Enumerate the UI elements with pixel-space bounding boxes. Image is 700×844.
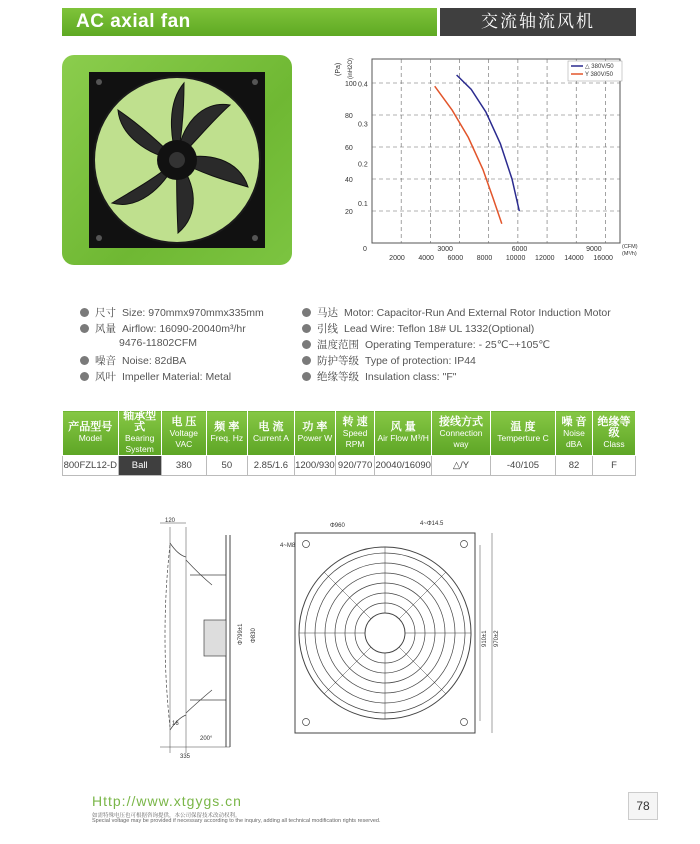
legend-entry: Y 380V/50 [585,72,613,78]
x-tick-m3h: 14000 [564,255,584,262]
col-connection: 接线方式 Connection way [431,411,490,456]
product-photo [62,55,292,265]
spec-airflow-cfm: 9476-11802CFM [119,337,198,349]
spec-motor: 马达 Motor: Capacitor-Run And External Rotor Induction Motor [302,305,611,320]
cell-temperature: -40/105 [491,456,556,476]
footer-note-en: Special voltage may be provided if necessary according to the inquiry, adding all technical modification rights reserved. [92,818,381,824]
dim-d799: Φ799±1 [238,623,244,645]
col-noise: 噪 音 Noise dBA [555,411,592,456]
bullet-icon [302,340,311,349]
dim-120: 120 [165,518,176,524]
cell-current: 2.85/1.6 [247,456,294,476]
x-tick-m3h: 12000 [535,255,555,262]
y-tick-inh2o: 0.2 [358,161,368,169]
bullet-icon [80,356,89,365]
cell-frequency: 50 [206,456,247,476]
spec-lead-wire: 引线 Lead Wire: Teflon 18# UL 1332(Optional) [302,321,534,336]
bullet-icon [302,372,311,381]
col-speed: 转 速 Speed RPM [335,411,375,456]
bullet-icon [302,324,311,333]
x-tick-m3h: 8000 [476,255,493,262]
x-tick-m3h: 10000 [505,255,526,262]
col-model: 产品型号 Model [63,411,119,456]
cell-bearing: Ball [118,456,161,476]
website-link[interactable]: Http://www.xtgygs.cn [92,793,242,809]
y-tick-pa: 100 [345,81,357,88]
dim-4d145: 4~Φ14.5 [420,521,444,527]
dim-16: 16 [172,721,179,727]
x-tick-cfm: 0 [363,246,367,253]
dim-d830: Φ830 [251,628,257,643]
x-tick-m3h: 2000 [389,255,405,262]
bullet-icon [302,308,311,317]
spec-impeller: 风叶 Impeller Material: Metal [80,369,231,384]
spec-noise: 噪音 Noise: 82dBA [80,353,186,368]
dim-335: 335 [180,754,191,760]
x-tick-m3h: 6000 [447,255,464,262]
plot-area [372,59,620,243]
table-row [63,456,636,476]
y-tick-pa: 40 [345,177,353,184]
cell-airflow: 20040/16090 [375,456,431,476]
col-voltage: 电 压 Voltage VAC [161,411,206,456]
dimension-drawing-svg [130,515,550,760]
col-airflow: 风 量 Air Flow M³/H [375,411,431,456]
y-tick-inh2o: 0.4 [358,81,368,89]
y-tick-pa: 80 [345,113,353,120]
side-view [160,523,230,753]
footer-note-cn: 如需特殊电压也可根据咨询提供，本公司保留技术改动权利。 [92,813,241,819]
x-tick-cfm: 3000 [437,246,453,253]
y-tick-pa: 60 [345,145,353,152]
spec-protection: 防护等级 Type of protection: IP44 [302,353,476,368]
bullet-icon [80,372,89,381]
spec-insulation: 绝缘等级 Insulation class: "F" [302,369,457,384]
spec-size: 尺寸 Size: 970mmx970mmx335mm [80,305,264,320]
dim-910: 910±1 [482,630,488,647]
spec-table [62,410,636,476]
dim-970: 970±2 [494,630,500,647]
col-bearing: 轴承型式 Bearing System [118,411,161,456]
bullet-icon [80,324,89,333]
performance-chart [325,53,640,275]
performance-chart-svg [325,53,640,275]
cell-noise: 82 [555,456,592,476]
cell-power: 1200/930 [295,456,336,476]
x-tick-cfm: 9000 [586,246,602,253]
dim-4m8: 4~M8 [280,543,296,549]
legend-entry: △ 380V/50 [585,64,614,70]
cell-connection: △/Y [431,456,490,476]
x-tick-cfm: 6000 [511,246,528,253]
spec-temperature: 温度范围 Operating Temperature: - 25℃~+105℃ [302,337,550,352]
col-current: 电 流 Current A [247,411,294,456]
x-unit-m3h: (M³/h) [622,251,637,257]
bullet-icon [80,308,89,317]
cell-model: 800FZL12-D [63,456,119,476]
bullet-icon [302,356,311,365]
col-class: 绝缘等级 Class [593,411,636,456]
page-number: 78 [628,792,658,820]
cell-voltage: 380 [161,456,206,476]
x-unit-cfm: (CFM) [622,244,638,250]
col-power: 功 率 Power W [295,411,336,456]
spec-airflow: 风量 Airflow: 16090-20040m³/hr [80,321,246,336]
table-header-row [63,411,636,456]
front-view [295,533,492,733]
technical-drawing [130,515,550,760]
y-tick-pa: 20 [345,209,353,216]
y-axis-label-inh2o: (inH2O) [348,57,354,79]
cell-speed: 920/770 [335,456,375,476]
y-tick-inh2o: 0.3 [358,121,368,129]
cell-class: F [593,456,636,476]
y-axis-label-pa: (Pa) [335,62,342,76]
page-header [62,8,636,36]
y-tick-inh2o: 0.1 [358,201,368,209]
x-tick-m3h: 16000 [593,255,613,262]
header-title-cn: 交流轴流风机 [440,8,636,36]
col-temperature: 温 度 Temperture C [491,411,556,456]
fan-image [62,55,292,265]
header-title-en: AC axial fan [62,8,437,36]
dim-200: 200° [200,736,213,742]
x-tick-m3h: 4000 [418,255,434,262]
col-frequency: 频 率 Freq. Hz [206,411,247,456]
dim-d960: Φ960 [330,523,345,529]
